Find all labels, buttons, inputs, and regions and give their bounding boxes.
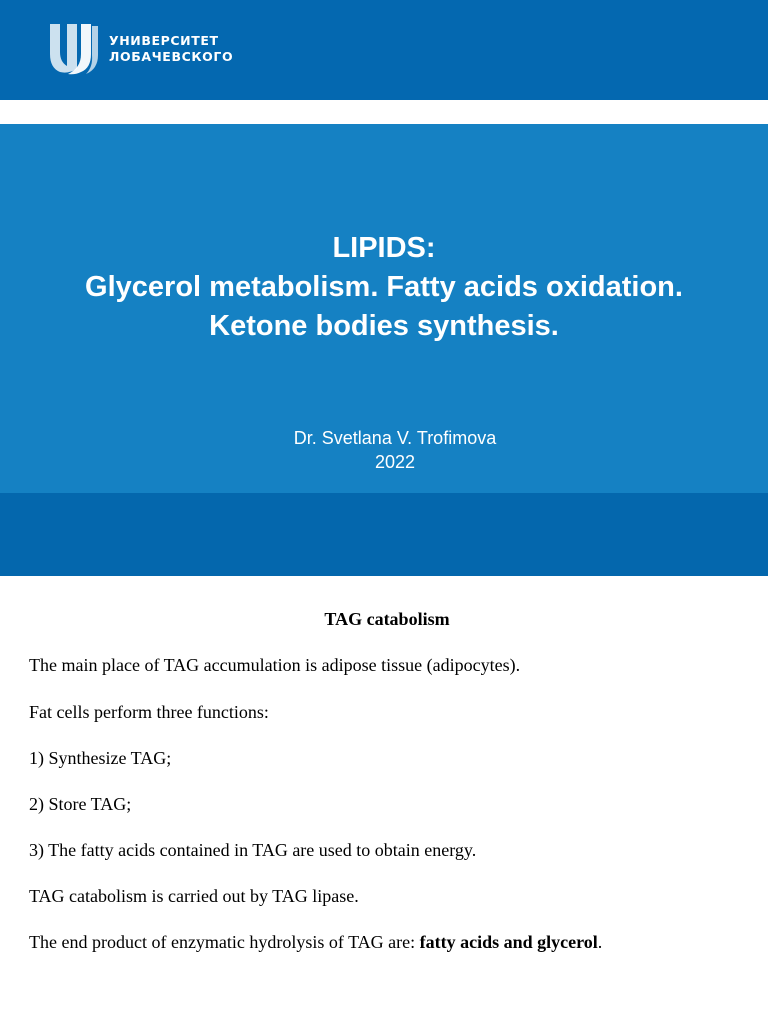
slide-title-line2: Glycerol metabolism. Fatty acids oxidation. <box>85 271 683 303</box>
slide-title-line1: LIPIDS: <box>332 232 436 264</box>
paragraph-accumulation: The main place of TAG accumulation is adipose tissue (adipocytes). <box>29 655 521 675</box>
university-logo-icon <box>48 22 100 76</box>
end-product-suffix: . <box>597 932 603 952</box>
slide-title <box>0 229 768 346</box>
header-band <box>0 0 768 100</box>
end-product-bold: fatty acids and glycerol <box>419 932 598 952</box>
paragraph-functions-intro: Fat cells perform three functions: <box>29 702 269 722</box>
paragraph-function-2: 2) Store TAG; <box>29 794 132 814</box>
paragraph-function-3: 3) The fatty acids contained in TAG are used to obtain energy. <box>29 840 477 860</box>
bottom-band <box>0 493 768 576</box>
paragraph-function-1: 1) Synthesize TAG; <box>29 748 172 768</box>
presentation-year: 2022 <box>374 452 416 472</box>
slide-title-line3: Ketone bodies synthesis. <box>209 310 559 342</box>
university-name-line2: ЛОБАЧЕВСКОГО <box>109 49 234 64</box>
end-product-prefix: The end product of enzymatic hydrolysis of TAG are: <box>29 932 420 952</box>
paragraph-end-product <box>29 931 602 953</box>
university-name <box>109 33 233 65</box>
section-title: TAG catabolism <box>324 609 450 629</box>
author-name: Dr. Svetlana V. Trofimova <box>293 428 497 448</box>
header-gap <box>0 100 768 124</box>
university-name-line1: УНИВЕРСИТЕТ <box>109 33 219 48</box>
author-block <box>0 426 768 474</box>
paragraph-lipase: TAG catabolism is carried out by TAG lipase. <box>29 886 359 906</box>
